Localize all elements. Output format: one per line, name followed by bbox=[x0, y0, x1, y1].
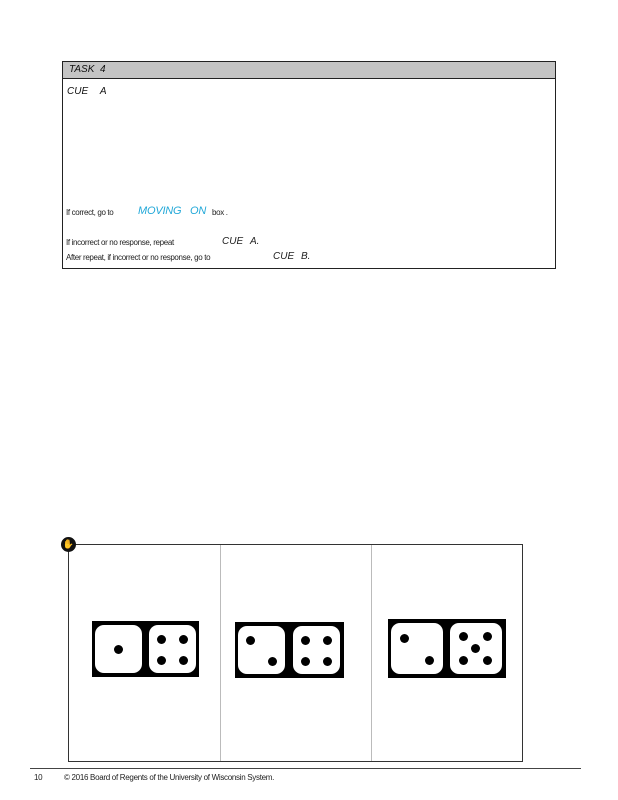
page-number: 10 bbox=[34, 773, 43, 782]
on-label: ON bbox=[190, 205, 207, 217]
pip bbox=[157, 656, 166, 665]
cue-heading bbox=[67, 86, 107, 97]
hand-icon: ✋ bbox=[61, 537, 76, 552]
panel-divider bbox=[220, 545, 221, 761]
pip bbox=[157, 635, 166, 644]
task-label: TASK bbox=[69, 64, 95, 75]
instruction-correct-prefix: If correct, go to bbox=[66, 208, 114, 217]
dice-pair-1 bbox=[92, 621, 199, 677]
pip bbox=[471, 644, 480, 653]
task-header bbox=[63, 62, 555, 79]
moving-label: MOVING bbox=[138, 205, 182, 217]
cue-label: CUE bbox=[67, 86, 89, 97]
die-four bbox=[293, 626, 340, 674]
footer bbox=[34, 773, 275, 782]
die-four bbox=[149, 625, 196, 673]
dice-pair-3 bbox=[388, 619, 506, 678]
pip bbox=[459, 632, 468, 641]
pip bbox=[459, 656, 468, 665]
pip bbox=[323, 636, 332, 645]
die-five bbox=[450, 623, 502, 674]
instruction-repeat bbox=[66, 251, 311, 262]
pip bbox=[425, 656, 434, 665]
instruction-repeat-text: After repeat, if incorrect or no response, go to bbox=[66, 253, 211, 262]
instruction-correct-suffix: box . bbox=[212, 208, 228, 217]
dice-card bbox=[68, 544, 523, 762]
die-two bbox=[238, 626, 285, 674]
pip bbox=[179, 656, 188, 665]
pip bbox=[483, 632, 492, 641]
pip bbox=[301, 657, 310, 666]
footer-rule bbox=[30, 768, 581, 769]
incorrect-cue-letter: A. bbox=[250, 236, 260, 247]
repeat-cue-label: CUE bbox=[273, 251, 295, 262]
pip bbox=[114, 645, 123, 654]
pip bbox=[400, 634, 409, 643]
instruction-correct bbox=[66, 205, 228, 217]
dice-pair-2 bbox=[235, 622, 344, 678]
pip bbox=[323, 657, 332, 666]
pip bbox=[268, 657, 277, 666]
pip bbox=[179, 635, 188, 644]
pip bbox=[246, 636, 255, 645]
instruction-incorrect bbox=[66, 236, 260, 247]
die-two bbox=[391, 623, 443, 674]
repeat-cue-letter: B. bbox=[301, 251, 311, 262]
task-number: 4 bbox=[100, 64, 106, 75]
die-one bbox=[95, 625, 142, 673]
pip bbox=[483, 656, 492, 665]
panel-divider bbox=[371, 545, 372, 761]
instruction-incorrect-text: If incorrect or no response, repeat bbox=[66, 238, 174, 247]
pip bbox=[301, 636, 310, 645]
incorrect-cue-label: CUE bbox=[222, 236, 244, 247]
cue-letter: A bbox=[99, 86, 107, 97]
copyright-text: © 2016 Board of Regents of the University of Wisconsin System. bbox=[64, 773, 275, 782]
task-box bbox=[62, 61, 556, 269]
